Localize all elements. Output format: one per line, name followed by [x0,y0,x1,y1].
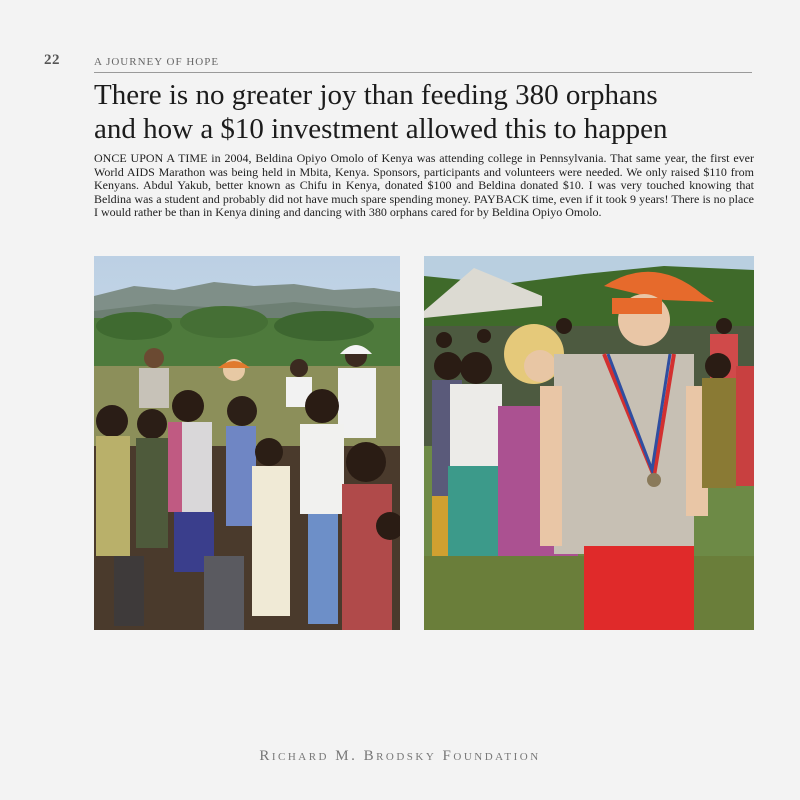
page-number: 22 [44,52,60,68]
photo-dancing [424,256,754,630]
headline-line-2: and how a $10 investment allowed this to happen [94,113,668,145]
footer-foundation-name: Richard M. Brodsky Foundation [259,748,541,764]
headline [94,78,754,146]
photo-dancing-image [424,256,754,630]
article-body: ONCE UPON A TIME in 2004, Beldina Opiyo Omolo of Kenya was attending college in Pennsylvania. That same year, the first ever World AIDS Marathon was being held in Mbita, Kenya. Sponsors, participants and volunteers were needed. We only raised $110 from Kenyans. Abdul Yakub, better known as Chifu in Kenya, donated $100 and Beldina donated $10. I was very touched knowing that Beldina was a student and probably did not have much spare spending money. PAYBACK time, even if it took 9 years! There is no place I would rather be than in Kenya dining and dancing with 380 orphans cared for by Beldina Opiyo Omolo. [94,151,754,220]
headline-line-1: There is no greater joy than feeding 380 orphans [94,79,658,111]
header-rule [94,72,752,73]
photo-children-line-image [94,256,400,630]
photo-children-line [94,256,400,630]
running-head: A JOURNEY OF HOPE [94,56,220,68]
